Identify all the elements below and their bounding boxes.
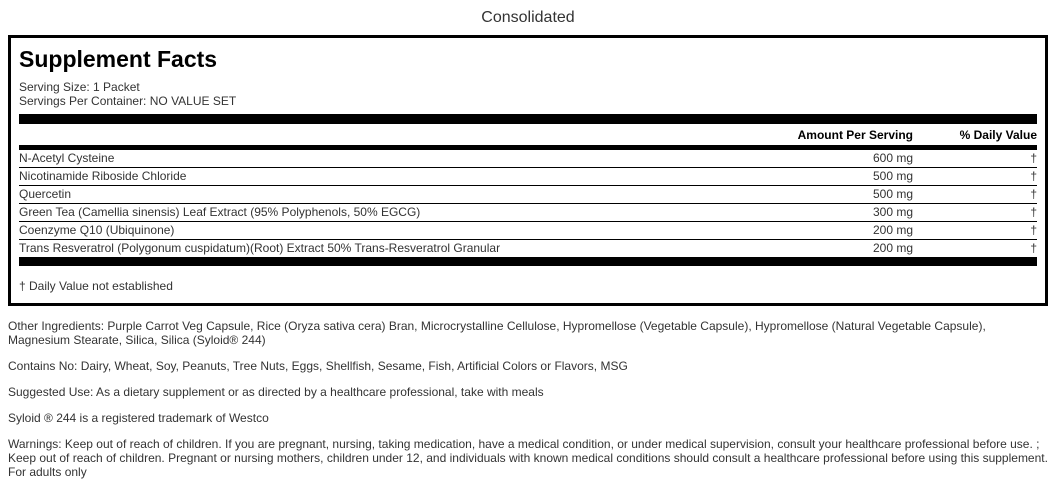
table-row — [19, 150, 1037, 167]
table-row — [19, 185, 1037, 203]
ingredient-daily-value: † — [1030, 151, 1037, 165]
ingredient-daily-value: † — [1030, 241, 1037, 255]
header-percent-daily-value: % Daily Value — [959, 128, 1037, 142]
divider-bar-top — [19, 114, 1037, 124]
ingredient-daily-value: † — [1030, 187, 1037, 201]
ingredient-name: Coenzyme Q10 (Ubiquinone) — [19, 223, 175, 237]
header-amount-per-serving: Amount Per Serving — [797, 128, 913, 142]
supplement-facts-panel — [8, 35, 1048, 306]
daily-value-footnote: † Daily Value not established — [19, 279, 173, 293]
divider-bar-bottom — [19, 257, 1037, 266]
trademark-note-text: Syloid ® 244 is a registered trademark of Westco — [8, 411, 269, 425]
ingredient-amount: 200 mg — [872, 223, 913, 237]
servings-per-container: Servings Per Container: NO VALUE SET — [19, 94, 237, 108]
ingredient-amount: 600 mg — [872, 151, 913, 165]
facts-table-body — [19, 150, 1037, 257]
ingredient-amount: 500 mg — [872, 187, 913, 201]
ingredient-name: Green Tea (Camellia sinensis) Leaf Extract (95% Polyphenols, 50% EGCG) — [19, 205, 421, 219]
ingredient-daily-value: † — [1030, 205, 1037, 219]
table-row — [19, 167, 1037, 185]
other-ingredients-text: Other Ingredients: Purple Carrot Veg Capsule, Rice (Oryza sativa cera) Bran, Microcrystalline Cellulose, Hypromellose (Vegetable Capsule), Hypromellose (Natural Vegetable Capsule), Magnesium Stearate, Silica, Silica (Syloid® 244) — [8, 319, 986, 347]
warnings-text: Warnings: Keep out of reach of children. If you are pregnant, nursing, taking medication, have a medical condition, or under medical supervision, consult your healthcare professional before use. ; Keep out of reach of children. Pregnant or nursing mothers, children under 12, and individuals with known medical conditions should consult a healthcare professional before using this supplement. For adults only — [8, 437, 1048, 479]
ingredient-name: Quercetin — [19, 187, 72, 201]
table-row — [19, 203, 1037, 221]
ingredient-amount: 500 mg — [872, 169, 913, 183]
ingredient-amount: 200 mg — [872, 241, 913, 255]
page-title: Consolidated — [481, 9, 575, 26]
suggested-use-text: Suggested Use: As a dietary supplement or as directed by a healthcare professional, take with meals — [8, 385, 544, 399]
table-row — [19, 239, 1037, 257]
ingredient-name: Nicotinamide Riboside Chloride — [19, 169, 187, 183]
facts-table-header — [19, 124, 1037, 145]
serving-size: Serving Size: 1 Packet — [19, 80, 140, 94]
contains-no-text: Contains No: Dairy, Wheat, Soy, Peanuts, Tree Nuts, Eggs, Shellfish, Sesame, Fish, Artificial Colors or Flavors, MSG — [8, 359, 628, 373]
ingredient-daily-value: † — [1030, 169, 1037, 183]
supplement-facts-heading: Supplement Facts — [19, 46, 218, 72]
ingredient-name: Trans Resveratrol (Polygonum cuspidatum)(Root) Extract 50% Trans-Resveratrol Granular — [19, 241, 501, 255]
ingredient-name: N-Acetyl Cysteine — [19, 151, 115, 165]
ingredient-amount: 300 mg — [872, 205, 913, 219]
table-row — [19, 221, 1037, 239]
ingredient-daily-value: † — [1030, 223, 1037, 237]
